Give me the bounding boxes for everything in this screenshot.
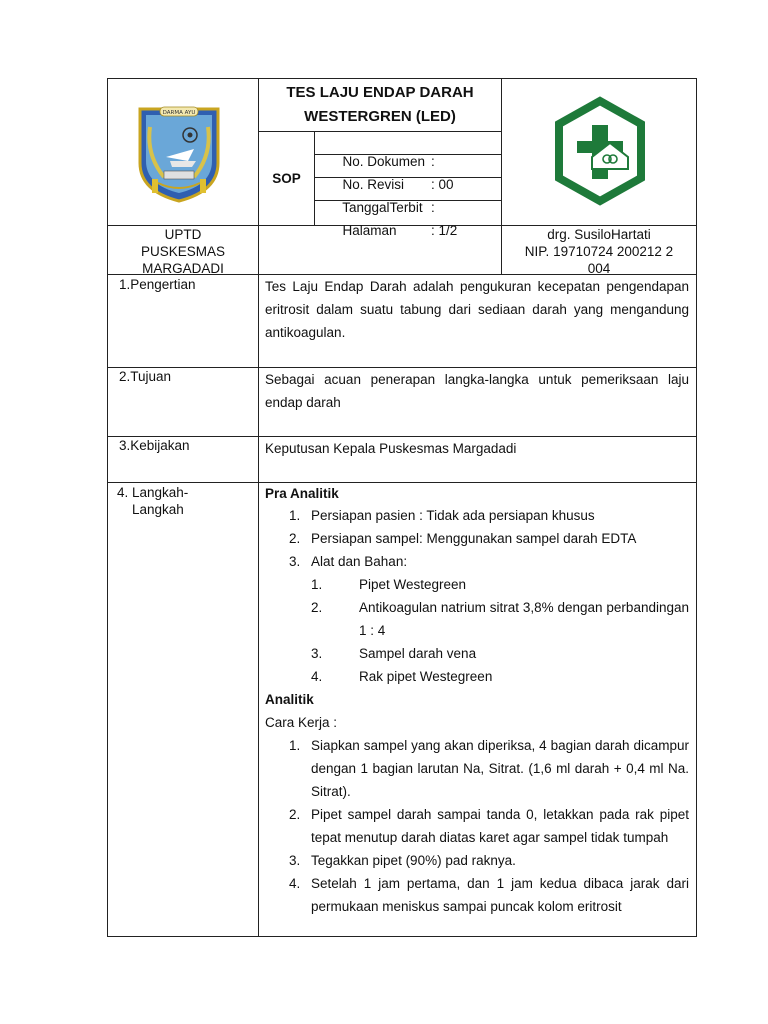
work-step: 3. Tegakkan pipet (90%) pad raknya. <box>289 853 516 868</box>
signer-info: drg. SusiloHartati NIP. 19710724 200212 2 004 <box>501 226 696 275</box>
meta-no-dokumen: No. Dokumen : <box>315 132 501 155</box>
section-label-kebijakan: 3.Kebijakan <box>108 437 258 483</box>
org-name: UPTD PUSKESMAS MARGADADI <box>108 226 258 275</box>
document-meta <box>314 132 501 238</box>
section-label-pengertian: 1.Pengertian <box>108 275 258 368</box>
signature-blank <box>258 226 501 275</box>
emblem-motto: DARMA AYU <box>162 110 196 116</box>
section-text-tujuan: Sebagai acuan penerapan langka-langka untuk pemeriksaan laju endap darah <box>258 368 696 437</box>
section-langkah-content <box>258 483 696 936</box>
work-step: 4. Setelah 1 jam pertama, dan 1 jam kedua dibaca jarak dari permukaan meniskus sampai puncak kolom eritrosit <box>289 876 689 914</box>
analitik-heading: Analitik <box>265 692 314 707</box>
list-item: 1. Persiapan pasien : Tidak ada persiapan khusus <box>289 508 595 523</box>
title-line-2: WESTERGREN (LED) <box>304 108 456 125</box>
section-label-langkah: 4. Langkah- Langkah <box>117 485 189 517</box>
alat-item: 1. Pipet Westegreen <box>311 577 467 592</box>
meta-halaman: Halaman : 1/2 <box>342 223 458 238</box>
work-step: 2. Pipet sampel darah sampai tanda 0, letakkan pada rak pipet tepat menutup darah diatas karet agar sampel tidak tumpah <box>289 807 689 845</box>
cara-kerja-label: Cara Kerja : <box>265 715 338 730</box>
work-step: 1. Siapkan sampel yang akan diperiksa, 4 bagian darah dicampur dengan 1 bagian larutan Na, Sitrat. (1,6 ml darah + 0,4 ml Na. Sitrat). <box>289 738 689 799</box>
list-item: 2. Persiapan sampel: Menggunakan sampel darah EDTA <box>289 531 637 546</box>
list-item: 3. Alat dan Bahan: <box>289 554 408 569</box>
sop-document <box>107 78 697 937</box>
left-logo-cell <box>108 79 258 226</box>
section-text-kebijakan: Keputusan Kepala Puskesmas Margadadi <box>258 437 696 483</box>
section-text-pengertian: Tes Laju Endap Darah adalah pengukuran kecepatan pengendapan eritrosit dalam suatu tabung dari sediaan darah yang mengandung antikoagulan. <box>258 275 696 368</box>
alat-item: 3. Sampel darah vena <box>311 646 477 661</box>
sop-label: SOP <box>258 132 314 226</box>
section-label-tujuan: 2.Tujuan <box>108 368 258 437</box>
indramayu-emblem-logo <box>136 105 222 203</box>
right-logo-cell <box>501 79 696 226</box>
pra-analitik-heading: Pra Analitik <box>265 486 339 501</box>
meta-tanggal-terbit: TanggalTerbit : <box>315 178 501 201</box>
alat-item: 2. Antikoagulan natrium sitrat 3,8% dengan perbandingan 1 : 4 <box>311 600 689 638</box>
puskesmas-logo <box>549 95 651 207</box>
document-title <box>258 79 501 132</box>
title-line-1: TES LAJU ENDAP DARAH <box>286 84 474 101</box>
alat-item: 4. Rak pipet Westegreen <box>311 669 493 684</box>
meta-no-revisi: No. Revisi : 00 <box>315 155 501 178</box>
